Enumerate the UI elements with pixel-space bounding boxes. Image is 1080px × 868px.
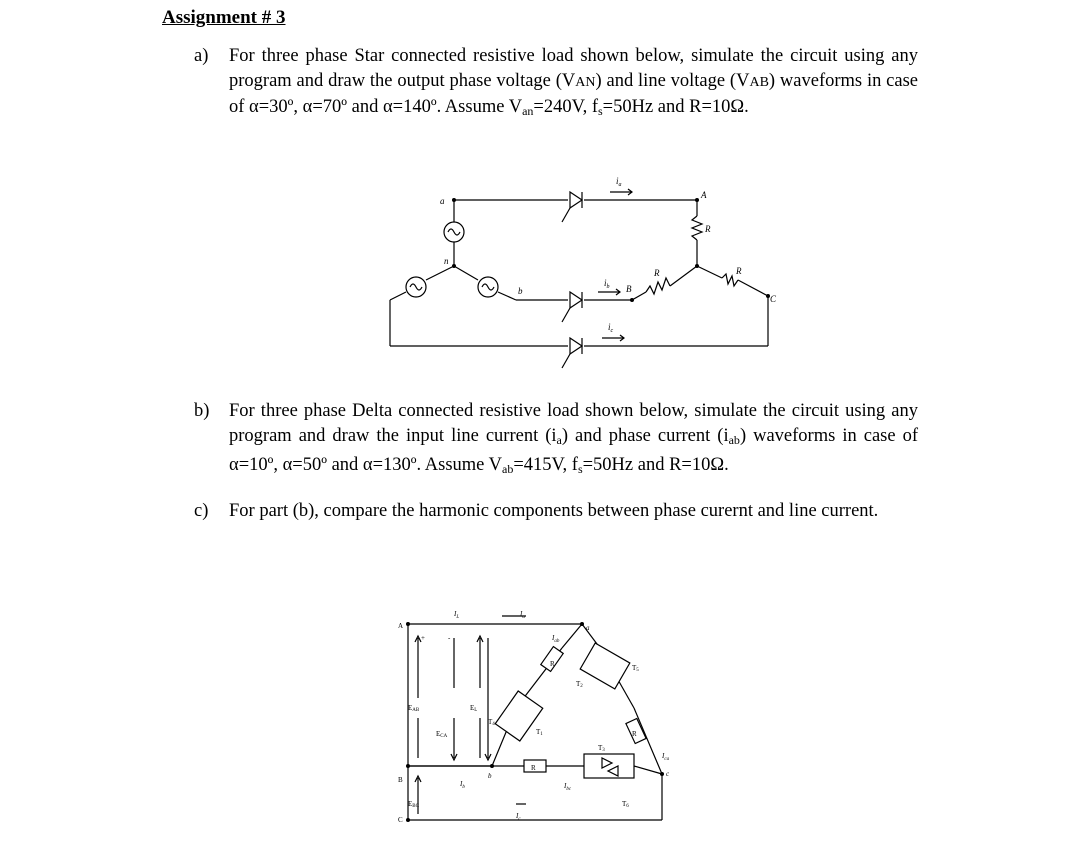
question-b-text: For three phase Delta connected resistive load shown below, simulate the circuit using any program and draw the input line current $(i_a)$ and phase current $(i_{ab})$ waveforms in case of α=10º, α=50º and α=130º. Assume $V_{ab}=415V$, $f_s=50Hz$ and R=10Ω. xyxy=(229,401,918,476)
current-Ibc-label: $I_{bc}$ xyxy=(564,782,572,792)
node-c: c xyxy=(666,770,670,778)
node-B: B xyxy=(398,776,403,784)
question-c-label: c) xyxy=(194,501,209,521)
node-b: b xyxy=(488,772,492,780)
question-c-text: For part (b), compare the harmonic components between phase curernt and line current. xyxy=(229,501,879,521)
current-Ib-label: $I_b$ xyxy=(460,780,465,790)
node-b: b xyxy=(518,286,523,296)
current-ia-label: $i_a$ xyxy=(616,176,622,188)
current-ib-label: $i_b$ xyxy=(604,278,610,290)
question-b-label: b) xyxy=(194,401,210,421)
current-ic-label: $i_c$ xyxy=(608,322,614,334)
node-n: n xyxy=(444,256,449,266)
thyristor-T2-label: T2 xyxy=(576,680,583,689)
resistor-label: R xyxy=(654,268,660,278)
question-a xyxy=(194,44,918,124)
node-a: a xyxy=(440,196,445,206)
voltage-EAB-label: EAB xyxy=(408,704,420,713)
thyristor-T6-label: T6 xyxy=(622,800,629,809)
resistor-label: R xyxy=(531,764,536,772)
star-circuit-diagram xyxy=(370,170,790,370)
node-C: C xyxy=(398,816,403,824)
thyristor-T5-label: T5 xyxy=(632,664,639,673)
resistor-label: R xyxy=(632,730,637,738)
question-b xyxy=(194,399,918,482)
question-c xyxy=(194,499,918,524)
current-Ia-label: $I_a$ xyxy=(520,610,525,620)
thyristor-T4-label: T4 xyxy=(488,718,495,727)
voltage-EBC-label: EBC xyxy=(408,800,419,809)
current-Iab-label: $I_{ab}$ xyxy=(552,634,560,644)
current-Ica-label: $I_{ca}$ xyxy=(662,752,670,762)
voltage-ECA-label: ECA xyxy=(436,730,448,739)
resistor-label: R xyxy=(705,224,711,234)
plus-sign: + xyxy=(421,634,425,642)
resistor-label: R xyxy=(550,660,555,668)
question-a-label: a) xyxy=(194,46,209,66)
node-C: C xyxy=(770,294,777,304)
minus-sign: - xyxy=(448,634,451,642)
node-A: A xyxy=(701,190,707,200)
page-title: Assignment # 3 xyxy=(162,7,286,28)
current-IL-label: $I_L$ xyxy=(454,610,460,620)
question-a-text: For three phase Star connected resistive load shown below, simulate the circuit using any program and draw the output phase voltage (VAN) and line voltage (VAB) waveforms in case of α=30º, α=70º and α=140º. Assume $V_{an}=240V$, $f_s=50Hz$ and R=10Ω. xyxy=(229,46,919,118)
resistor-label: R xyxy=(736,266,742,276)
current-Ic-label: $I_c$ xyxy=(516,812,521,822)
delta-circuit-diagram xyxy=(396,608,686,830)
node-a: a xyxy=(586,624,590,632)
thyristor-T3-label: T3 xyxy=(598,744,605,753)
thyristor-T1-label: T1 xyxy=(536,728,543,737)
voltage-EL-label: EL xyxy=(470,704,478,713)
node-B: B xyxy=(626,284,632,294)
node-A: A xyxy=(398,622,404,630)
